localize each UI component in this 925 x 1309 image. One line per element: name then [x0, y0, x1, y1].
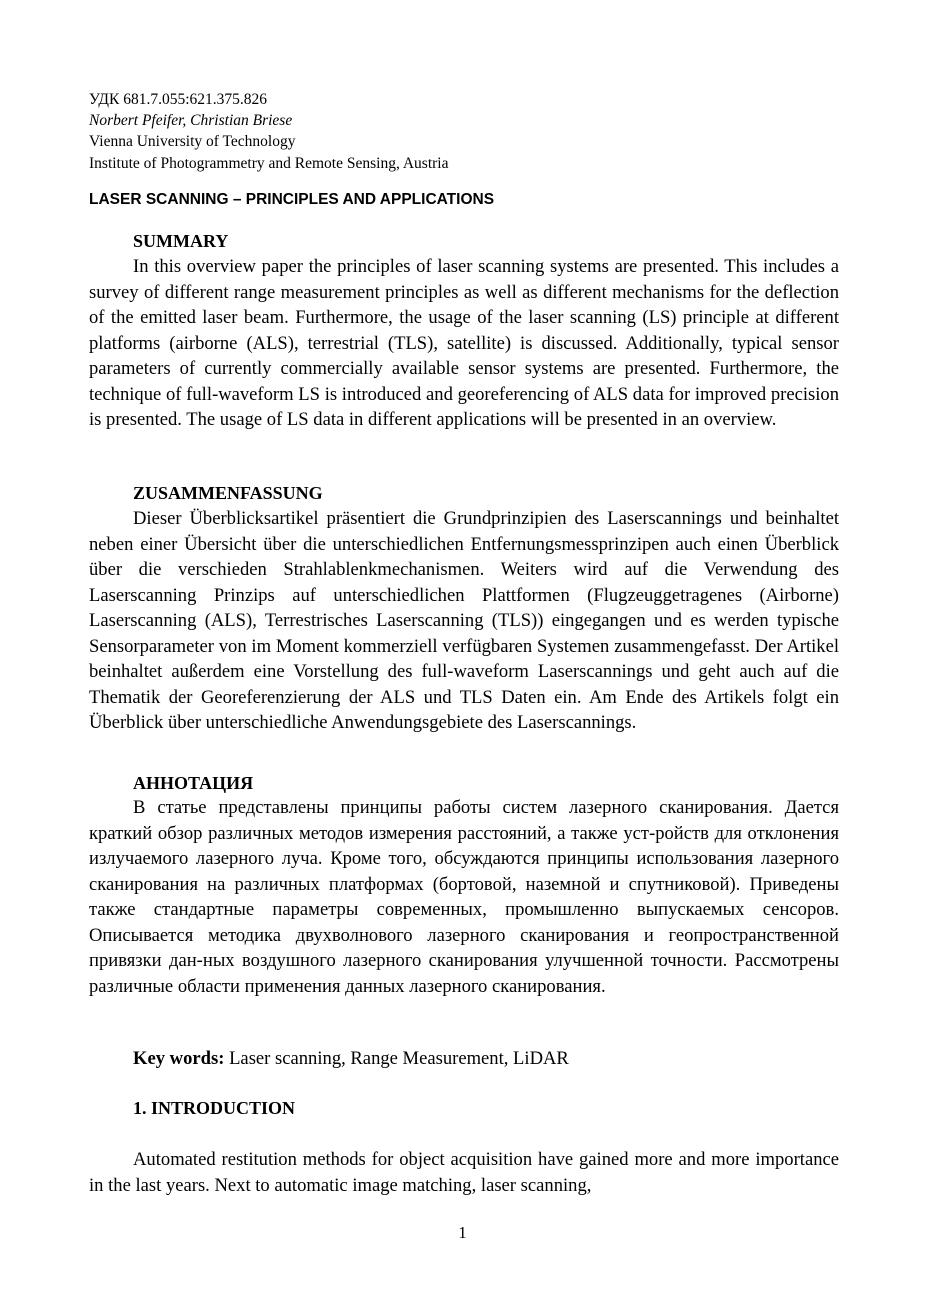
institute: Institute of Photogrammetry and Remote Sensing, Austria	[89, 155, 449, 172]
summary-heading: SUMMARY	[133, 231, 229, 251]
page-number: 1	[458, 1223, 467, 1242]
udk-code: УДК 681.7.055:621.375.826	[89, 91, 268, 108]
zusammenfassung-heading: ZUSAMMENFASSUNG	[133, 483, 323, 503]
introduction-heading: 1. INTRODUCTION	[133, 1098, 296, 1118]
annotation-text: В статье представлены принципы работы систем лазерного сканирования. Дается краткий обзор различных методов измерения расстояний, а также уст-ройств для отклонения излучаемого лазерного луча. Кроме того, обсуждаются принципы использования лазерного сканирования на различных платформах (бортовой, наземной и спутниковой). Приведены также стандартные параметры современных, промышленно выпускаемых сенсоров. Описывается методика двухволнового лазерного сканирования и геопространственной привязки дан-ных воздушного лазерного сканирования улучшенной точности. Рассмотрены различные области применения данных лазерного сканирования.	[89, 797, 839, 997]
zusammenfassung-text: Dieser Überblicksartikel präsentiert die Grundprinzipien des Laserscannings und beinhaltet neben einer Übersicht über die unterschiedlichen Entfernungsmessprinzipen auch einen Überblick über die verschieden Strahlablenkmechanismen. Weiters wird auf die Verwendung des Laserscanning Prinzips auf unterschiedlichen Plattformen (Flugzeuggetragenes (Airborne) Laserscanning (ALS), Terrestrisches Laserscanning (TLS)) eingegangen und es werden typische Sensorparameter von im Moment kommerziell verfügbaren Systemen zusammengefasst. Der Artikel beinhaltet außerdem eine Vorstellung des full-waveform Laserscannings und geht auch auf die Thematik der Georeferenzierung der ALS und TLS Daten ein. Am Ende des Artikels folgt ein Überblick über unterschiedliche Anwendungsgebiete des Laserscannings.	[89, 508, 839, 733]
keywords-text: Laser scanning, Range Measurement, LiDAR	[229, 1048, 569, 1069]
summary-text: In this overview paper the principles of laser scanning systems are presented. This includes a survey of different range measurement principles as well as different mechanisms for the deflection of the emitted laser beam. Furthermore, the usage of the laser scanning (LS) principle at different platforms (airborne (ALS), terrestrial (TLS), satellite) is discussed. Additionally, typical sensor parameters of currently commercially available sensor systems are presented. Furthermore, the technique of full-waveform LS is introduced and georeferencing of ALS data for improved precision is presented. The usage of LS data in different applications will be presented in an overview.	[89, 256, 839, 430]
university: Vienna University of Technology	[89, 133, 296, 150]
keywords	[133, 1046, 569, 1071]
introduction-text: Automated restitution methods for object acquisition have gained more and more importance in the last years. Next to automatic image matching, laser scanning,	[89, 1149, 839, 1196]
paper-title: LASER SCANNING – PRINCIPLES AND APPLICATIONS	[89, 191, 495, 208]
annotation-heading: АННОТАЦИЯ	[133, 773, 254, 793]
authors: Norbert Pfeifer, Christian Briese	[89, 112, 293, 129]
keywords-label: Key words:	[133, 1048, 225, 1069]
